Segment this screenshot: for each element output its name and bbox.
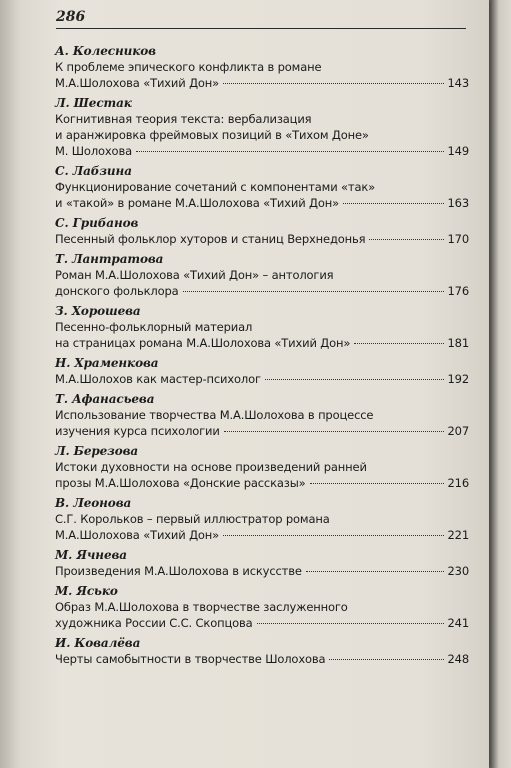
toc-entry-page-number: 241: [447, 616, 469, 630]
toc-entry-page-number: 143: [447, 76, 469, 90]
toc-entry-author: Л. Шестак: [55, 96, 132, 110]
toc-entry-title-last-line: [55, 615, 469, 631]
page-header: [56, 8, 466, 29]
toc-entry-title-last-line: [55, 283, 469, 299]
toc-entry-title-text: М.А.Шолохова «Тихий Дон»: [55, 528, 220, 542]
toc-entry-author: Н. Храменкова: [55, 356, 159, 370]
toc-entry-author: И. Ковалёва: [55, 636, 141, 650]
toc-entry-title-text: М.А.Шолохов как мастер-психолог: [55, 372, 261, 386]
toc-entry-title-text: на страницах романа М.А.Шолохова «Тихий Дон»: [55, 336, 351, 350]
toc-entry-author: М. Ячнева: [55, 548, 127, 562]
toc-entry-title-line: Роман М.А.Шолохова «Тихий Дон» – антология: [55, 268, 334, 282]
toc-entry-title-text: и «такой» в романе М.А.Шолохова «Тихий Дон»: [55, 196, 340, 210]
dot-leader: [223, 83, 443, 84]
dot-leader: [183, 291, 444, 292]
toc-entry-title-text: прозы М.А.Шолохова «Донские рассказы»: [55, 476, 306, 490]
toc-entry-title-last-line: [55, 371, 469, 387]
toc-entry: [55, 392, 469, 439]
dot-leader: [343, 203, 443, 204]
toc-entry-title-last-line: [55, 143, 469, 159]
toc-entry: [55, 636, 469, 667]
toc-entry-title-last-line: [55, 195, 469, 211]
toc-entry-title-line: К проблеме эпического конфликта в романе: [55, 60, 322, 74]
toc-entry-author: М. Ясько: [55, 584, 118, 598]
page-number: 286: [56, 9, 86, 25]
adjacent-page-edge: [491, 0, 511, 768]
toc-entry-title-last-line: [55, 75, 469, 91]
toc-entry-author: С. Лабзина: [55, 164, 132, 178]
toc-entry: [55, 44, 469, 91]
dot-leader: [329, 659, 443, 660]
toc-entry: [55, 584, 469, 631]
toc-entry-author: С. Грибанов: [55, 216, 139, 230]
toc-entry-title-last-line: [55, 335, 469, 351]
toc-entry-title-text: художника России С.С. Скопцова: [55, 616, 253, 630]
toc-entry-title-last-line: [55, 651, 469, 667]
toc-entry-title-text: М. Шолохова: [55, 144, 132, 158]
toc-entry-page-number: 149: [447, 144, 469, 158]
toc-entry-author: В. Леонова: [55, 496, 132, 510]
toc-entry-title-line: и аранжировка фреймовых позиций в «Тихом Доне»: [55, 128, 369, 142]
toc-entry-page-number: 230: [447, 564, 469, 578]
toc-entry-page-number: 207: [447, 424, 469, 438]
toc-entry-title-text: Произведения М.А.Шолохова в искусстве: [55, 564, 302, 578]
toc-entry-page-number: 170: [447, 232, 469, 246]
dot-leader: [310, 483, 444, 484]
toc-entry-author: Л. Березова: [55, 444, 139, 458]
toc-entry-title-line: Образ М.А.Шолохова в творчестве заслуженного: [55, 600, 348, 614]
toc-entry-page-number: 248: [447, 652, 469, 666]
dot-leader: [257, 623, 444, 624]
toc-entry-author: А. Колесников: [55, 44, 156, 58]
toc-entry: [55, 548, 469, 579]
table-of-contents: [55, 44, 469, 672]
toc-entry-title-text: изучения курса психологии: [55, 424, 220, 438]
toc-entry: [55, 496, 469, 543]
toc-entry-title-text: Черты самобытности в творчестве Шолохова: [55, 652, 326, 666]
toc-entry-page-number: 176: [447, 284, 469, 298]
toc-entry-author: Т. Афанасьева: [55, 392, 155, 406]
dot-leader: [223, 535, 443, 536]
toc-entry: [55, 164, 469, 211]
toc-entry-page-number: 221: [447, 528, 469, 542]
toc-entry-author: Т. Лантратова: [55, 252, 164, 266]
toc-entry: [55, 356, 469, 387]
toc-entry-page-number: 216: [447, 476, 469, 490]
dot-leader: [136, 151, 444, 152]
dot-leader: [354, 343, 443, 344]
toc-entry-title-line: Функционирование сочетаний с компонентами «так»: [55, 180, 376, 194]
toc-entry-title-last-line: [55, 527, 469, 543]
toc-entry-title-last-line: [55, 231, 469, 247]
toc-entry-page-number: 181: [447, 336, 469, 350]
toc-entry: [55, 216, 469, 247]
dot-leader: [224, 431, 444, 432]
toc-entry: [55, 304, 469, 351]
toc-entry-title-last-line: [55, 423, 469, 439]
dot-leader: [306, 571, 444, 572]
toc-entry: [55, 252, 469, 299]
toc-entry: [55, 96, 469, 159]
toc-entry-title-text: Песенный фольклор хуторов и станиц Верхнедонья: [55, 232, 366, 246]
toc-entry-title-line: Когнитивная теория текста: вербализация: [55, 112, 312, 126]
toc-entry-title-text: донского фольклора: [55, 284, 179, 298]
toc-entry: [55, 444, 469, 491]
toc-entry-author: З. Хорошева: [55, 304, 141, 318]
toc-entry-title-line: Использование творчества М.А.Шолохова в процессе: [55, 408, 374, 422]
toc-entry-title-line: С.Г. Корольков – первый иллюстратор романа: [55, 512, 330, 526]
toc-entry-title-line: Песенно-фольклорный материал: [55, 320, 253, 334]
toc-entry-page-number: 163: [447, 196, 469, 210]
dot-leader: [265, 379, 444, 380]
toc-entry-title-line: Истоки духовности на основе произведений ранней: [55, 460, 367, 474]
toc-entry-title-last-line: [55, 563, 469, 579]
toc-entry-title-text: М.А.Шолохова «Тихий Дон»: [55, 76, 220, 90]
toc-entry-title-last-line: [55, 475, 469, 491]
dot-leader: [369, 239, 443, 240]
toc-entry-page-number: 192: [447, 372, 469, 386]
